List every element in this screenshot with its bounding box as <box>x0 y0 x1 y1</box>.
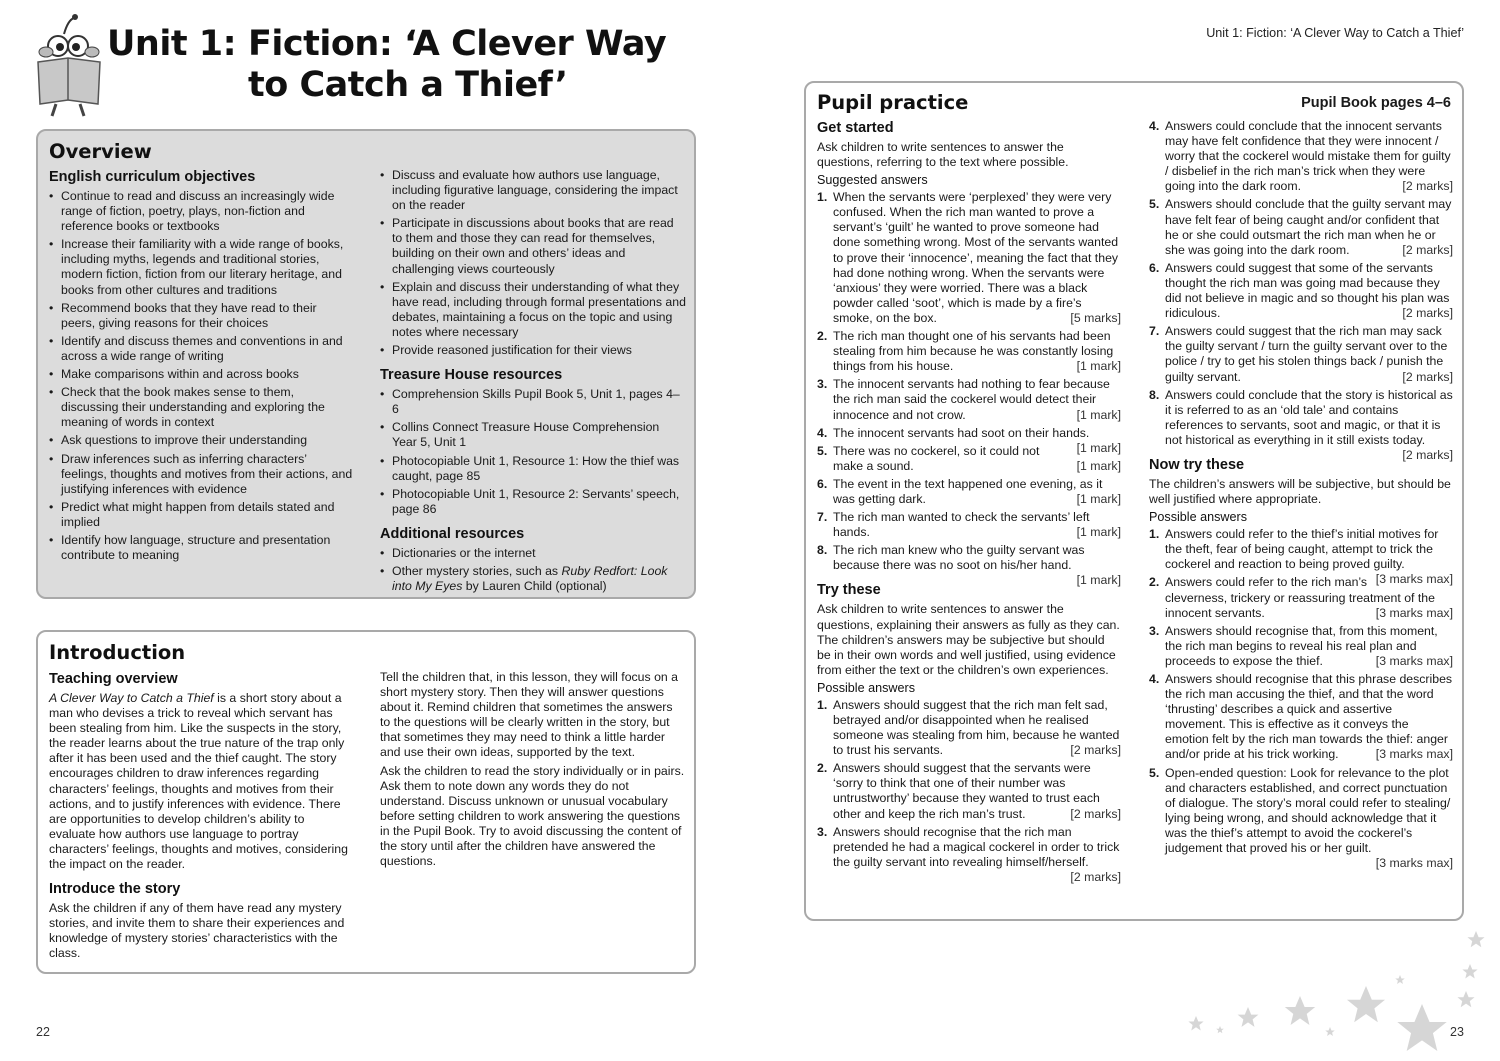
list-item-text: by Lauren Child (optional) <box>462 579 607 594</box>
answer-item: 1. When the servants were ‘perplexed’ they were very confused. When the rich man wanted to prove a servant’s ‘guilt’ he wanted to prove someone had done something wrong. Most of the servants wanted to prove their ‘innocence’, meaning the fact that they had done nothing wrong. When the servants were ‘anxious’ they were worried. There was a black powder called ‘soot’, which is made by a fire’s smoke, on the box. [5 marks] <box>817 190 1121 325</box>
answer-item: 4. Answers could conclude that the innocent servants may have felt confidence that they were innocent / worry that the cockerel would mistake them for guilty / disbelief in the rich man’s trick when they were going into the dark room. [2 marks] <box>1149 119 1453 194</box>
decorative-stars-icon <box>1170 920 1490 1055</box>
overview-left-column <box>49 169 354 566</box>
overview-right-column <box>380 168 686 597</box>
list-item: • Photocopiable Unit 1, Resource 2: Servants’ speech, page 86 <box>380 487 686 517</box>
marks: [3 marks max] <box>1375 653 1453 668</box>
marks: [1 mark] <box>1076 458 1121 473</box>
pupil-book-pages: Pupil Book pages 4–6 <box>1301 95 1451 111</box>
answer-item: 3. The innocent servants had nothing to fear because the rich man said the cockerel would detect their innocence and not crow. [1 mark] <box>817 377 1121 422</box>
answer-item: 5. Open-ended question: Look for relevance to the plot and characters established, and correct punctuation of dialogue. The story’s moral could refer to stealing/ lying being wrong, and should acknowledge that it was the thief’s attempt to avoid the cockerel’s judgement that proved his or her guilt. [3 marks max] <box>1149 765 1453 871</box>
lesson-focus-text: Tell the children that, in this lesson, they will focus on a short mystery story. Then they will answer questions about it. Remind children that sometimes the answers to the questions will be clearly written in the story, but that sometimes they may need to think a little harder and use their own ideas, supported by the text. <box>380 670 679 760</box>
try-these-heading: Try these <box>817 582 881 599</box>
marks: [3 marks max] <box>1375 856 1453 871</box>
answer-item: 5. There was no cockerel, so it could not make a sound. [1 mark] <box>817 443 1121 473</box>
list-item: • Identify and discuss themes and conventions in and across a wide range of writing <box>49 334 354 364</box>
marks: [1 mark] <box>1076 491 1121 506</box>
marks: [2 marks] <box>1070 806 1121 821</box>
marks: [2 marks] <box>1402 242 1453 257</box>
get-started-heading: Get started <box>817 120 894 136</box>
marks: [2 marks] <box>1070 869 1121 884</box>
marks: [1 mark] <box>1076 573 1121 588</box>
possible-answers-label: Possible answers <box>817 680 915 695</box>
introduction-heading: Introduction <box>49 641 186 664</box>
page-number-left: 22 <box>36 1025 50 1039</box>
list-item: • Recommend books that they have read to their peers, giving reasons for their choices <box>49 301 354 331</box>
reading-bug-mascot-icon <box>34 12 106 124</box>
list-item: • Discuss and evaluate how authors use language, including figurative language, considering the impact on the reader <box>380 168 686 213</box>
page-title-line2: to Catch a Thief’ <box>248 65 568 105</box>
introduction-right-column <box>380 670 686 872</box>
marks: [2 marks] <box>1402 447 1453 462</box>
answer-item: 2. Answers should suggest that the servants were ‘sorry to think that one of their number was untrustworthy’ because they wanted to trust each other and keep the rich man’s trust. [2 marks] <box>817 761 1121 821</box>
objectives-list-left <box>49 189 354 563</box>
list-item: • Comprehension Skills Pupil Book 5, Unit 1, pages 4–6 <box>380 387 686 417</box>
marks: [2 marks] <box>1402 179 1453 194</box>
list-item: • Draw inferences such as inferring characters’ feelings, thoughts and motives from their actions, and justifying inferences with evidence <box>49 452 354 497</box>
paragraph-text: is a short story about a man who devises a trick to reveal which servant has been stealing from him. Like the suspects in the story, the reader learns about the true nature of the trap only after it has been used and the thief caught. The story encourages children to draw inferences regarding characters’ feelings, thoughts and motives from their actions, and to justify inferences with evidence. There are opportunities to develop children’s ability to evaluate how authors use language to portray characters’ feelings, thoughts and motives, considering the impact on the reader. <box>49 691 348 872</box>
answer-item: 2. The rich man thought one of his servants had been stealing from him because he was constantly losing things from his house. [1 mark] <box>817 329 1121 374</box>
reading-instructions-text: Ask the children to read the story individually or in pairs. Ask them to note down any words they do not understand. Discuss unknown or unusual vocabulary before setting children to work answering the questions in the Pupil Book. Try to avoid discussing the content of the story until after the children have answered the questions. <box>380 763 685 869</box>
marks: [3 marks max] <box>1375 572 1453 587</box>
answer-item: 7. The rich man wanted to check the servants’ left hands. [1 mark] <box>817 510 1121 540</box>
unit-label: Unit 1: <box>107 24 237 64</box>
list-item: • Predict what might happen from details stated and implied <box>49 500 354 530</box>
answer-item: 8. Answers could conclude that the story is historical as it is referred to as an ‘old tale’ and contains references to servants, soot and magic, or that it is not historical as everything in it still exists today. [2 marks] <box>1149 387 1453 462</box>
introduce-story-text: Ask the children if any of them have read any mystery stories, and invite them to share their experiences and knowledge of mystery stories’ characteristics with the class. <box>49 901 345 961</box>
overview-heading: Overview <box>49 140 152 163</box>
story-title: A Clever Way to Catch a Thief <box>49 691 214 705</box>
answer-item: 5. Answers should conclude that the guilty servant may have felt fear of being caught and/or confident that he or she could outsmart the rich man when he or she was going into the dark room. [2 marks] <box>1149 197 1453 257</box>
list-item: • Provide reasoned justification for their views <box>380 343 686 358</box>
running-header: Unit 1: Fiction: ‘A Clever Way to Catch a Thief’ <box>1206 26 1464 40</box>
answer-item: 4. Answers should recognise that this phrase describes the rich man accusing the thief, and that the word ‘thrusting’ describes a quick and assertive movement. This is effective as it conveys the emotion felt by the rich man towards the thief: anger and/or pride at his trick working. [3 marks max] <box>1149 672 1453 762</box>
introduction-panel <box>36 630 696 974</box>
marks: [1 mark] <box>1076 525 1121 540</box>
answer-item: 1. Answers should suggest that the rich man felt sad, betrayed and/or disappointed when he realised someone was stealing from him, because he wanted to trust his servants. [2 marks] <box>817 697 1121 758</box>
marks: [3 marks max] <box>1375 605 1453 620</box>
get-started-answers <box>817 190 1121 588</box>
pupil-practice-right-column <box>1149 119 1453 871</box>
page-number-right: 23 <box>1450 1025 1464 1039</box>
answer-item: 3. Answers should recognise that, from this moment, the rich man begins to reveal his real plan and proceeds to expose the thief. [3 marks max] <box>1149 623 1453 668</box>
marks: [2 marks] <box>1070 743 1121 758</box>
list-item <box>380 564 686 594</box>
get-started-intro: Ask children to write sentences to answer the questions, referring to the text where possible. <box>817 140 1069 170</box>
pupil-practice-panel <box>804 81 1464 921</box>
list-item: • Photocopiable Unit 1, Resource 1: How the thief was caught, page 85 <box>380 454 686 484</box>
additional-resources-heading: Additional resources <box>380 525 525 542</box>
list-item: • Continue to read and discuss an increasingly wide range of fiction, poetry, plays, non-fiction and reference books or textbooks <box>49 189 354 234</box>
list-item: • Check that the book makes sense to them, discussing their understanding and exploring the meaning of words in context <box>49 385 354 430</box>
list-item: • Identify how language, structure and presentation contribute to meaning <box>49 533 354 563</box>
list-item: • Explain and discuss their understanding of what they have read, including through formal presentations and debates, maintaining a focus on the topic and using notes where necessary <box>380 280 686 340</box>
now-try-these-heading: Now try these <box>1149 456 1245 473</box>
answer-item: 6. The event in the text happened one evening, as it was getting dark. [1 mark] <box>817 476 1121 506</box>
try-these-answers-right <box>1149 119 1453 462</box>
suggested-answers-label: Suggested answers <box>817 173 928 188</box>
treasure-house-heading: Treasure House resources <box>380 367 563 384</box>
introduction-left-column <box>49 671 354 965</box>
marks: [5 marks] <box>1070 310 1121 325</box>
list-item: • Dictionaries or the internet <box>380 546 686 561</box>
marks: [2 marks] <box>1402 306 1453 321</box>
answer-item: 7. Answers could suggest that the rich man may sack the guilty servant / turn the guilty servant over to the police / try to get his stolen things back / punish the guilty servant. [2 marks] <box>1149 324 1453 384</box>
answer-item: 8. The rich man knew who the guilty servant was because there was no soot on his/her hand. [1 mark] <box>817 543 1121 588</box>
answer-item: 6. Answers could suggest that some of the servants thought the rich man was going mad because they did not believe in magic and so thought his plan was ridiculous. [2 marks] <box>1149 260 1453 321</box>
introduce-story-heading: Introduce the story <box>49 881 181 898</box>
list-item: • Participate in discussions about books that are read to them and those they can read for themselves, building on their own and others’ ideas and challenging views courteously <box>380 216 686 276</box>
overview-panel <box>36 129 696 599</box>
additional-resources-list <box>380 546 686 594</box>
pupil-practice-left-column <box>817 120 1121 885</box>
try-these-intro: Ask children to write sentences to answer the questions, explaining their answers as fully as they can. The children’s answers may be subjective but should be in their own words and well justified, using evidence from either the text or the children’s own experiences. <box>817 602 1120 677</box>
possible-answers-label: Possible answers <box>1149 510 1247 525</box>
list-item: • Collins Connect Treasure House Comprehension Year 5, Unit 1 <box>380 420 686 450</box>
marks: [1 mark] <box>1076 359 1121 374</box>
objectives-list-right <box>380 168 686 358</box>
answer-item: 2. Answers could refer to the rich man’s cleverness, trickery or reassuring treatment of the innocent servants. [3 marks max] <box>1149 575 1453 620</box>
answer-item: 1. Answers could refer to the thief’s initial motives for the theft, fear of being caught, attempt to trick the cockerel and reaction to being proved guilty. [3 marks max] <box>1149 527 1453 587</box>
marks: [1 mark] <box>1076 440 1121 455</box>
now-try-these-answers <box>1149 527 1453 871</box>
treasure-house-list <box>380 387 686 517</box>
answer-item: 3. Answers should recognise that the rich man pretended he had a magical cockerel in order to trick the guilty servant into revealing himself/herself. [2 marks] <box>817 824 1121 884</box>
marks: [2 marks] <box>1402 369 1453 384</box>
answer-item: 4. The innocent servants had soot on their hands. [1 mark] <box>817 425 1121 455</box>
marks: [3 marks max] <box>1375 747 1453 762</box>
objectives-heading: English curriculum objectives <box>49 169 256 185</box>
list-item-text: Other mystery stories, such as <box>392 563 562 578</box>
now-try-these-intro: The children’s answers will be subjective, but should be well justified where appropriate. <box>1149 476 1451 507</box>
marks: [1 mark] <box>1076 407 1121 422</box>
try-these-answers-left <box>817 697 1121 884</box>
list-item: • Ask questions to improve their understanding <box>49 433 354 448</box>
pupil-practice-heading: Pupil practice <box>817 91 969 114</box>
list-item: • Make comparisons within and across books <box>49 367 354 382</box>
teaching-overview-heading: Teaching overview <box>49 671 178 687</box>
page-title-line1: Fiction: ‘A Clever Way <box>248 24 667 64</box>
book-title: Ruby Redfort: Look into My Eyes <box>392 563 668 594</box>
list-item: • Increase their familiarity with a wide range of books, including myths, legends and traditional stories, modern fiction, fiction from our literary heritage, and books from other cultures and traditions <box>49 237 354 297</box>
teaching-overview-text <box>49 691 354 872</box>
